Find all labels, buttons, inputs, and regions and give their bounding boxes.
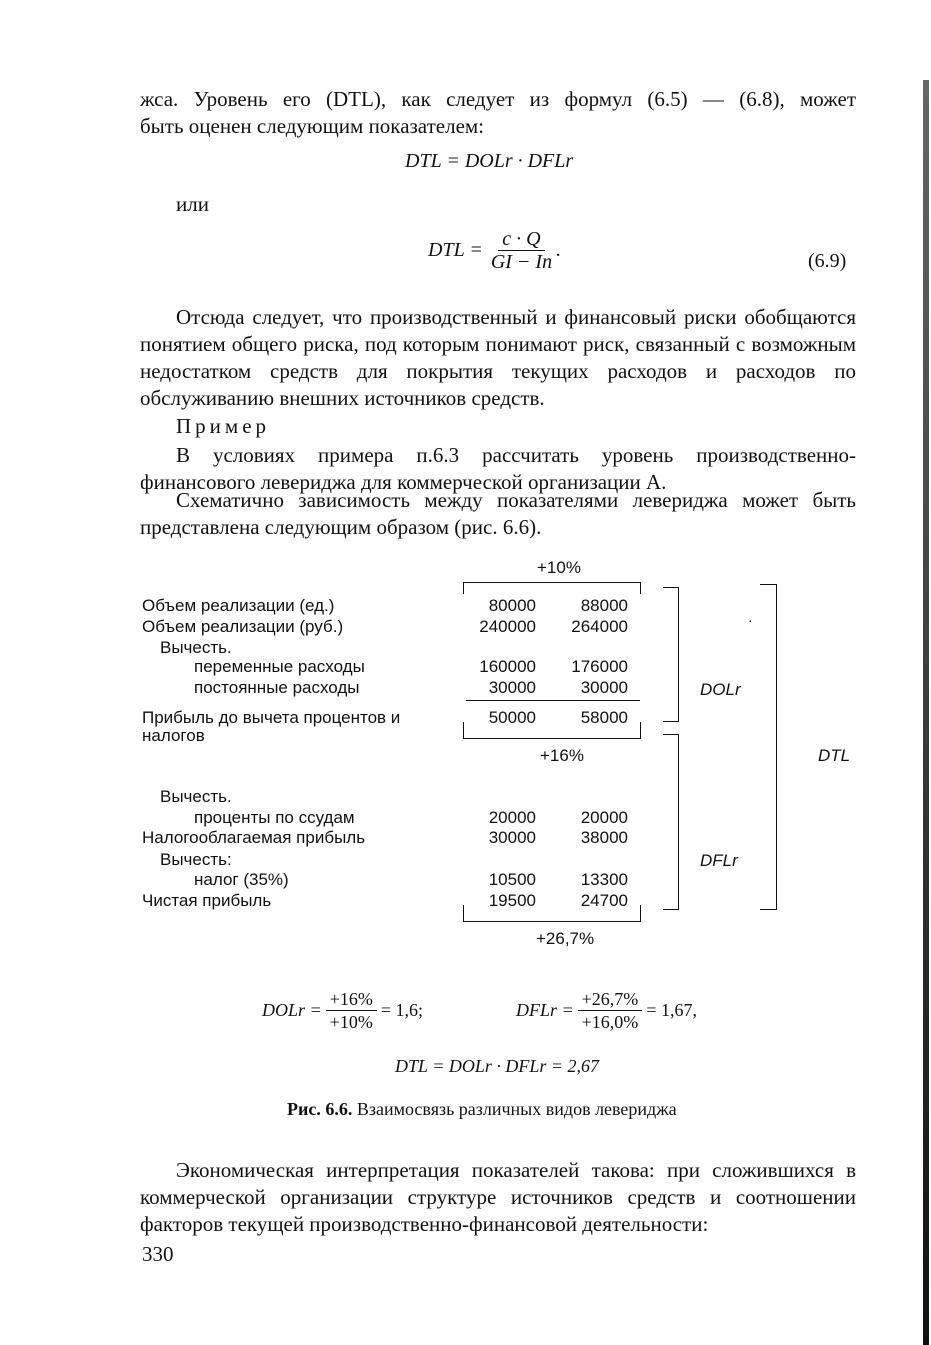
formula-6-9-denominator: GI − In <box>490 251 553 273</box>
value-interest-1: 20000 <box>488 808 536 827</box>
row-label-taxable-profit: Налогооблагаемая прибыль <box>142 828 366 847</box>
value-tax-2: 13300 <box>580 870 628 889</box>
value-revenue-2: 264000 <box>571 617 628 636</box>
value-tax-1: 10500 <box>488 870 536 889</box>
value-ebit-1: 50000 <box>488 708 536 727</box>
row-label-subtract-1: Вычесть. <box>160 638 232 657</box>
row-label-ebit-cont: налогов <box>142 726 205 745</box>
row-label-subtract-2: Вычесть. <box>160 787 232 806</box>
value-units-2: 88000 <box>580 596 628 615</box>
row-label-subtract-3: Вычесть: <box>160 850 232 869</box>
value-variable-2: 176000 <box>571 657 628 676</box>
formula-6-9-tail: . <box>556 239 562 261</box>
formula-dol-fraction <box>326 988 377 1033</box>
row-label-interest: проценты по ссудам <box>194 808 355 827</box>
value-revenue-1: 240000 <box>479 617 536 636</box>
formula-dfl-num: +26,7% <box>578 988 643 1011</box>
row-label-fixed-costs: постоянные расходы <box>194 678 360 697</box>
row-label-revenue: Объем реализации (руб.) <box>142 617 344 636</box>
formula-6-9-numerator: c · Q <box>498 228 544 251</box>
formula-dol-result: = 1,6; <box>380 1000 423 1020</box>
intro-line-2: быть оценен следующим показателем: <box>140 114 485 138</box>
formula-dol-lhs: DOLr = <box>262 1000 322 1020</box>
formula-dol <box>262 988 423 1033</box>
figure-top-change: +10% <box>537 558 581 577</box>
figure-bottom-change: +26,7% <box>536 929 595 948</box>
example-task: В условиях примера п.6.3 рассчитать уровень производственно-финансового левериджа для коммерческой организации A. <box>140 443 856 494</box>
or-word: или <box>176 192 209 216</box>
label-dtl: DTL <box>818 746 851 765</box>
value-fixed-2: 30000 <box>580 678 628 697</box>
dot-mark: · <box>748 612 753 628</box>
value-ebit-2: 58000 <box>580 708 628 727</box>
row-label-net-profit: Чистая прибыль <box>142 891 272 910</box>
formula-dfl-lhs: DFLr = <box>516 1000 574 1020</box>
example-heading: Пример <box>176 414 271 438</box>
value-net-2: 24700 <box>580 891 628 910</box>
row-label-ebit: Прибыль до вычета процентов и <box>142 708 401 727</box>
subtotal-rule <box>466 700 640 701</box>
value-fixed-1: 30000 <box>488 678 536 697</box>
figure-caption-number: Рис. 6.6. <box>287 1099 353 1119</box>
value-variable-1: 160000 <box>479 657 536 676</box>
intro-line-1: жса. Уровень его (DTL), как следует из формул (6.5) — (6.8), может <box>140 87 856 111</box>
formula-dfl-fraction <box>578 988 643 1033</box>
example-scheme: Схематично зависимость между показателями левериджа может быть представлена следующим образом (рис. 6.6). <box>140 488 856 539</box>
page-number: 330 <box>142 1242 174 1266</box>
row-label-units: Объем реализации (ед.) <box>142 596 335 615</box>
label-dol: DOLr <box>700 680 741 699</box>
value-net-1: 19500 <box>488 891 536 910</box>
figure-caption-text: Взаимосвязь различных видов левериджа <box>356 1099 677 1119</box>
paragraph-risk: Отсюда следует, что производственный и финансовый риски обобщаются понятием общего риска, под которым понимают риск, связанный с возможным недостатком средств для покрытия текущих расходов и расходов по обслуживанию внешних источников средств. <box>140 305 856 410</box>
formula-dfl <box>516 988 697 1033</box>
figure-mid-change: +16% <box>540 746 584 765</box>
formula-6-9-number: (6.9) <box>808 250 847 272</box>
formula-dtl-product: DTL = DOLr · DFLr <box>405 150 574 172</box>
value-units-1: 80000 <box>488 596 536 615</box>
formula-6-9 <box>428 228 561 273</box>
formula-dol-num: +16% <box>326 988 377 1011</box>
row-label-tax: налог (35%) <box>194 870 289 889</box>
value-interest-2: 20000 <box>580 808 628 827</box>
formula-dol-den: +10% <box>329 1012 373 1032</box>
label-dfl: DFLr <box>700 851 738 870</box>
formula-6-9-lhs: DTL = <box>428 239 483 261</box>
scan-edge-shadow <box>923 80 929 1345</box>
formula-dfl-den: +16,0% <box>581 1012 639 1032</box>
value-taxable-1: 30000 <box>488 828 536 847</box>
formula-dtl-result: DTL = DOLr · DFLr = 2,67 <box>395 1056 600 1076</box>
paragraph-final: Экономическая интерпретация показателей такова: при сложившихся в коммерческой организации структуре источников средств и соотношении факторов текущей производственно-финансовой деятельности: <box>140 1158 856 1236</box>
row-label-variable-costs: переменные расходы <box>194 657 365 676</box>
formula-dfl-result: = 1,67, <box>646 1000 697 1020</box>
formula-6-9-fraction <box>487 228 556 273</box>
figure-caption <box>287 1099 677 1120</box>
value-taxable-2: 38000 <box>580 828 628 847</box>
